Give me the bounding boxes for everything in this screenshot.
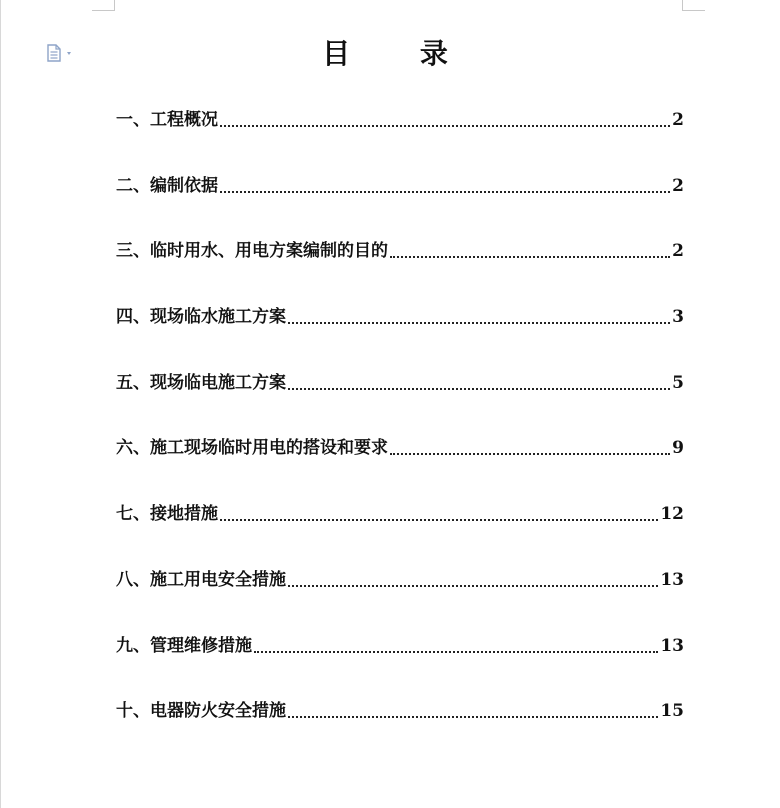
toc-entry-label: 一、工程概况 <box>116 110 218 130</box>
toc-leader <box>288 388 670 390</box>
toc-entry-10[interactable] <box>116 661 684 727</box>
toc-entry-label: 三、临时用水、用电方案编制的目的 <box>116 241 388 262</box>
toc-page-number: 2 <box>672 241 684 262</box>
toc-page-number: 9 <box>672 438 684 459</box>
toc-leader <box>288 585 658 587</box>
toc-page-number: 2 <box>672 110 684 130</box>
toc-entry-label: 六、施工现场临时用电的搭设和要求 <box>116 438 388 459</box>
toc-entry-7[interactable] <box>116 463 684 529</box>
toc-leader <box>390 453 670 455</box>
toc-entry-label: 八、施工用电安全措施 <box>116 569 286 590</box>
toc-entry-label: 二、编制依据 <box>116 175 218 196</box>
toc-entry-3[interactable] <box>116 201 684 267</box>
toc-leader <box>220 519 658 521</box>
toc-entry-8[interactable] <box>116 529 684 595</box>
toc-page-number: 5 <box>672 372 684 393</box>
toc-page-number: 12 <box>660 504 684 525</box>
toc-entry-label: 七、接地措施 <box>116 504 218 525</box>
toc-entry-label: 五、现场临电施工方案 <box>116 372 286 393</box>
toc-leader <box>220 125 670 127</box>
toc-entry-6[interactable] <box>116 398 684 464</box>
toc-entry-label: 十、电器防火安全措施 <box>116 701 286 722</box>
toc-entry-9[interactable] <box>116 595 684 661</box>
toc-leader <box>390 256 670 258</box>
toc-leader <box>254 651 658 653</box>
page-edge <box>0 0 1 808</box>
margin-corner-top-left <box>92 0 115 11</box>
toc-page-number: 13 <box>660 635 684 656</box>
toc-entry-4[interactable] <box>116 266 684 332</box>
toc-leader <box>220 191 670 193</box>
toc-page-number: 2 <box>672 175 684 196</box>
toc-page-number: 3 <box>672 307 684 328</box>
toc-leader <box>288 322 670 324</box>
toc-leader <box>288 716 658 718</box>
page-title: 目 录 <box>322 37 478 70</box>
toc-page-number: 13 <box>660 569 684 590</box>
toc-entry-1[interactable] <box>116 105 684 135</box>
toc-entry-label: 九、管理维修措施 <box>116 635 252 656</box>
toc-page-number: 15 <box>660 701 684 722</box>
toc-entry-2[interactable] <box>116 135 684 201</box>
table-of-contents <box>116 105 684 726</box>
margin-corner-top-right <box>682 0 705 11</box>
toc-entry-5[interactable] <box>116 332 684 398</box>
toc-entry-label: 四、现场临水施工方案 <box>116 307 286 328</box>
